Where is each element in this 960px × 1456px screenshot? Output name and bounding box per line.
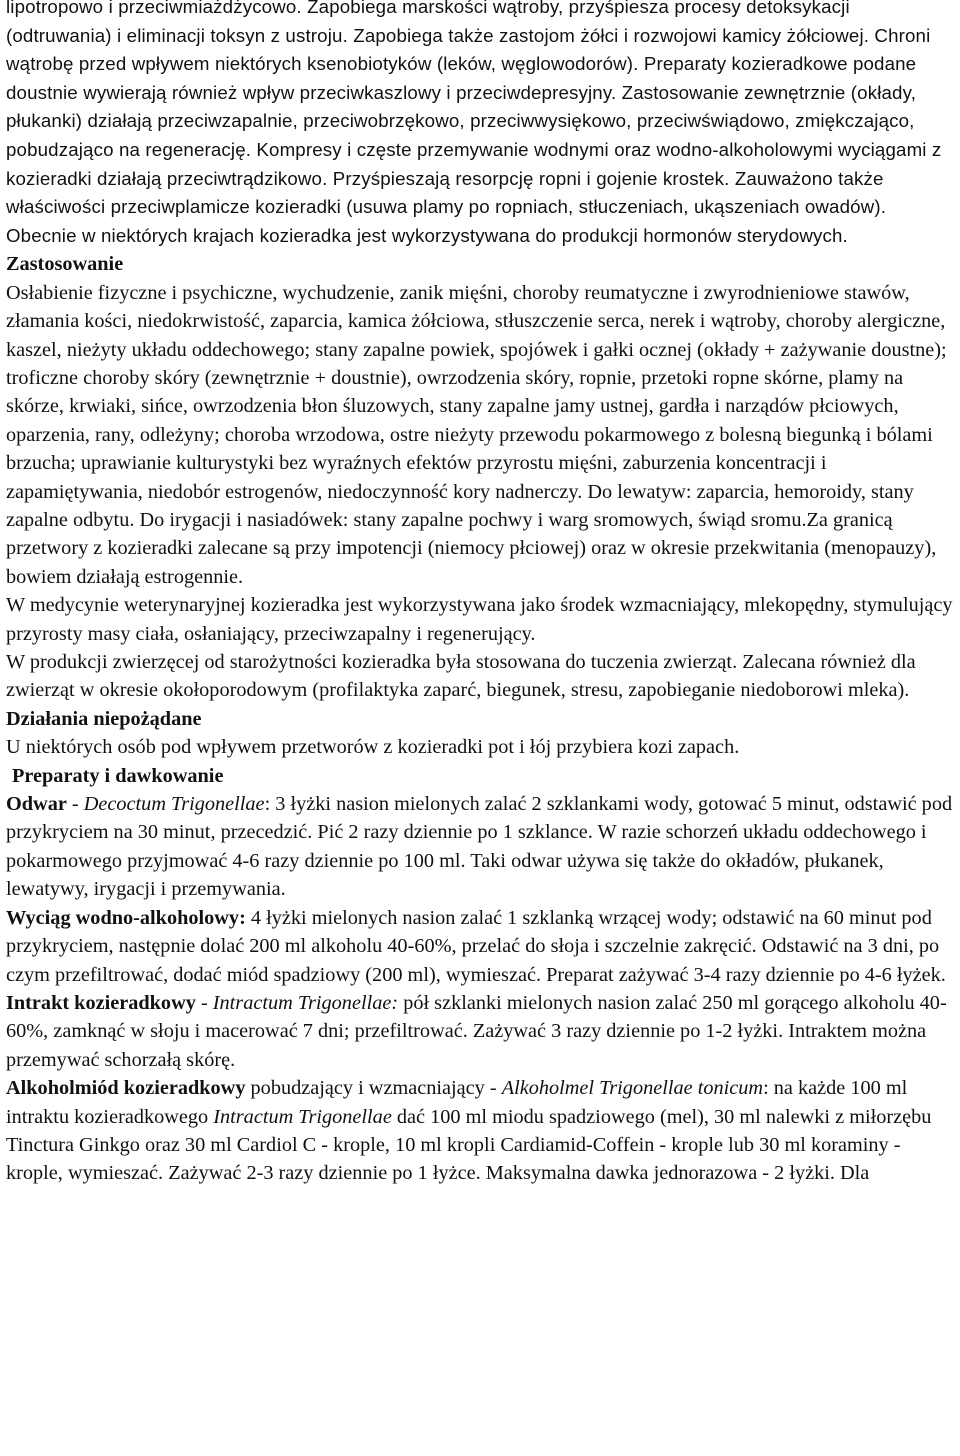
alkoholmiod-name: Alkoholmiód kozieradkowy [6,1077,246,1100]
intro-paragraph [6,0,954,250]
odwar-paragraph [6,790,954,904]
alkoholmiod-latin-2: Intractum Trigonellae [213,1105,392,1128]
wyciag-paragraph [6,904,954,989]
dzialania-paragraph [6,733,954,761]
zastosowanie-heading: Zastosowanie [6,253,124,276]
intrakt-latin: Intractum Trigonellae: [212,991,399,1014]
preparaty-heading: Preparaty i dawkowanie [12,764,224,787]
wyciag-name: Wyciąg wodno-alkoholowy: [6,906,246,929]
zastosowanie-paragraph-1 [6,279,954,591]
odwar-text: : 3 łyżki nasion mielonych zalać 2 szklankami wody, gotować 5 minut, odstawić pod przykryciem na 30 minut, przecedzić. Pić 2 razy dziennie po 1 szklance. W razie schorzeń układu oddechowego i pokarmowego przyjmować 4-6 razy dziennie po 100 ml. Taki odwar używa się także do okładów, płukanek, lewatywy, irygacji i przemywania. [6,793,953,901]
alkoholmiod-text-3: dać 100 ml miodu spadziowego (mel), 30 ml nalewki z miłorzębu Tinctura Ginkgo oraz 30 ml Cardiol C - krople, 10 ml kropli Cardiamid-Coffein - krople lub 30 ml koraminy - krople, wymieszać. Zażywać 2-3 razy dziennie po 1 łyżce. Maksymalna dawka jednorazowa - 2 łyżki. Dla [6,1105,932,1185]
zastosowanie-section [6,250,954,278]
dzialania-heading: Działania niepożądane [6,707,202,730]
zastosowanie-paragraph-3 [6,648,954,705]
alkoholmiod-text-1: pobudzający i wzmacniający - [245,1077,502,1100]
odwar-sep: - [66,793,84,816]
alkoholmiod-paragraph [6,1074,954,1188]
odwar-name: Odwar [6,793,67,816]
intro-text: lipotropowo i przeciwmiażdżycowo. Zapobiega marskości wątroby, przyśpiesza procesy detoksykacji (odtruwania) i eliminacji toksyn z ustroju. Zapobiega także zastojom żółci i rozwojowi kamicy żółciowej. Chroni wątrobę przed wpływem niektórych ksenobiotyków (leków, węglowodorów). Preparaty kozieradkowe podane doustnie wywierają również wpływ przeciwkaszlowy i przeciwdepresyjny. Zastosowanie zewnętrznie (okłady, płukanki) działają przeciwzapalnie, przeciwobrzękowo, przeciwwysiękowo, przeciwświądowo, zmiękczająco, pobudzająco na regenerację. Kompresy i częste przemywanie wodnymi oraz wodno-alkoholowymi wyciągami z kozieradki działają przeciwtrądzikowo. Przyśpieszają resorpcję ropni i gojenie krostek. Zauważono także właściwości przeciwplamicze kozieradki (usuwa plamy po ropniach, stłuczeniach, ukąszeniach owadów). Obecnie w niektórych krajach kozieradka jest wykorzystywana do produkcji hormonów sterydowych. [6,0,942,246]
intrakt-sep: - [195,991,213,1014]
zastosowanie-text-3: W produkcji zwierzęcej od starożytności kozieradka była stosowana do tuczenia zwierząt. Zalecana również dla zwierząt w okresie okołoporodowym (profilaktyka zaparć, biegunek, stresu, zapobieganie niedoborowi mleka). [6,651,916,702]
dzialania-text: U niektórych osób pod wpływem przetworów z kozieradki pot i łój przybiera kozi zapach. [6,736,740,759]
zastosowanie-text-1: Osłabienie fizyczne i psychiczne, wychudzenie, zanik mięśni, choroby reumatyczne i zwyrodnieniowe stawów, złamania kości, niedokrwistość, zaparcia, kamica żółciowa, stłuszczenie serca, nerek i wątroby, choroby alergiczne, kaszel, nieżyty układu oddechowego; stany zapalne powiek, spojówek i gałki ocznej (okłady + zażywanie doustne); troficzne choroby skóry (zewnętrznie + doustnie), owrzodzenia skóry, ropnie, przetoki ropne skórne, plamy na skórze, krwiaki, sińce, owrzodzenia błon śluzowych, stany zapalne jamy ustnej, gardła i narządów płciowych, oparzenia, rany, odleżyny; choroba wrzodowa, ostre nieżyty przewodu pokarmowego z bolesną biegunką i bólami brzucha; uprawianie kulturystyki bez wyraźnych efektów przyrostu mięśni, zaburzenia koncentracji i zapamiętywania, niedobór estrogenów, niedoczynność kory nadnerczy. Do lewatyw: zaparcia, hemoroidy, stany zapalne odbytu. Do irygacji i nasiadówek: stany zapalne pochwy i warg sromowych, świąd sromu.Za granicą przetwory z kozieradki zalecane są przy impotencji (niemocy płciowej) oraz w okresie przekwitania (menopauzy), bowiem działają estrogennie. [6,281,947,588]
alkoholmiod-latin-1: Alkoholmel Trigonellae tonicum [501,1077,764,1100]
alkoholmiod-text-2: : na każde 100 ml intraktu kozieradkowego [6,1077,908,1128]
dzialania-section [6,705,954,733]
preparaty-section [6,762,954,790]
wyciag-text: 4 łyżki mielonych nasion zalać 1 szklanką wrzącej wody; odstawić na 60 minut pod przykryciem, następnie dolać 200 ml alkoholu 40-60%, przelać do słoja i szczelnie zakręcić. Odstawić na 3 dni, po czym przefiltrować, dodać miód spadziowy (200 ml), wymieszać. Preparat zażywać 3-4 razy dziennie po 4-6 łyżek. [6,906,946,986]
zastosowanie-paragraph-2 [6,591,954,648]
intrakt-paragraph [6,989,954,1074]
intrakt-text: pół szklanki mielonych nasion zalać 250 ml gorącego alkoholu 40-60%, zamknąć w słoju i macerować 7 dni; przefiltrować. Zażywać 3 razy dziennie po 1-2 łyżki. Intraktem można przemywać schorzałą skórę. [6,991,947,1071]
intrakt-name: Intrakt kozieradkowy [6,991,196,1014]
zastosowanie-text-2: W medycynie weterynaryjnej kozieradka jest wykorzystywana jako środek wzmacniający, mlekopędny, stymulujący przyrosty masy ciała, osłaniający, przeciwzapalny i regenerujący. [6,594,953,645]
odwar-latin: Decoctum Trigonellae [83,793,265,816]
